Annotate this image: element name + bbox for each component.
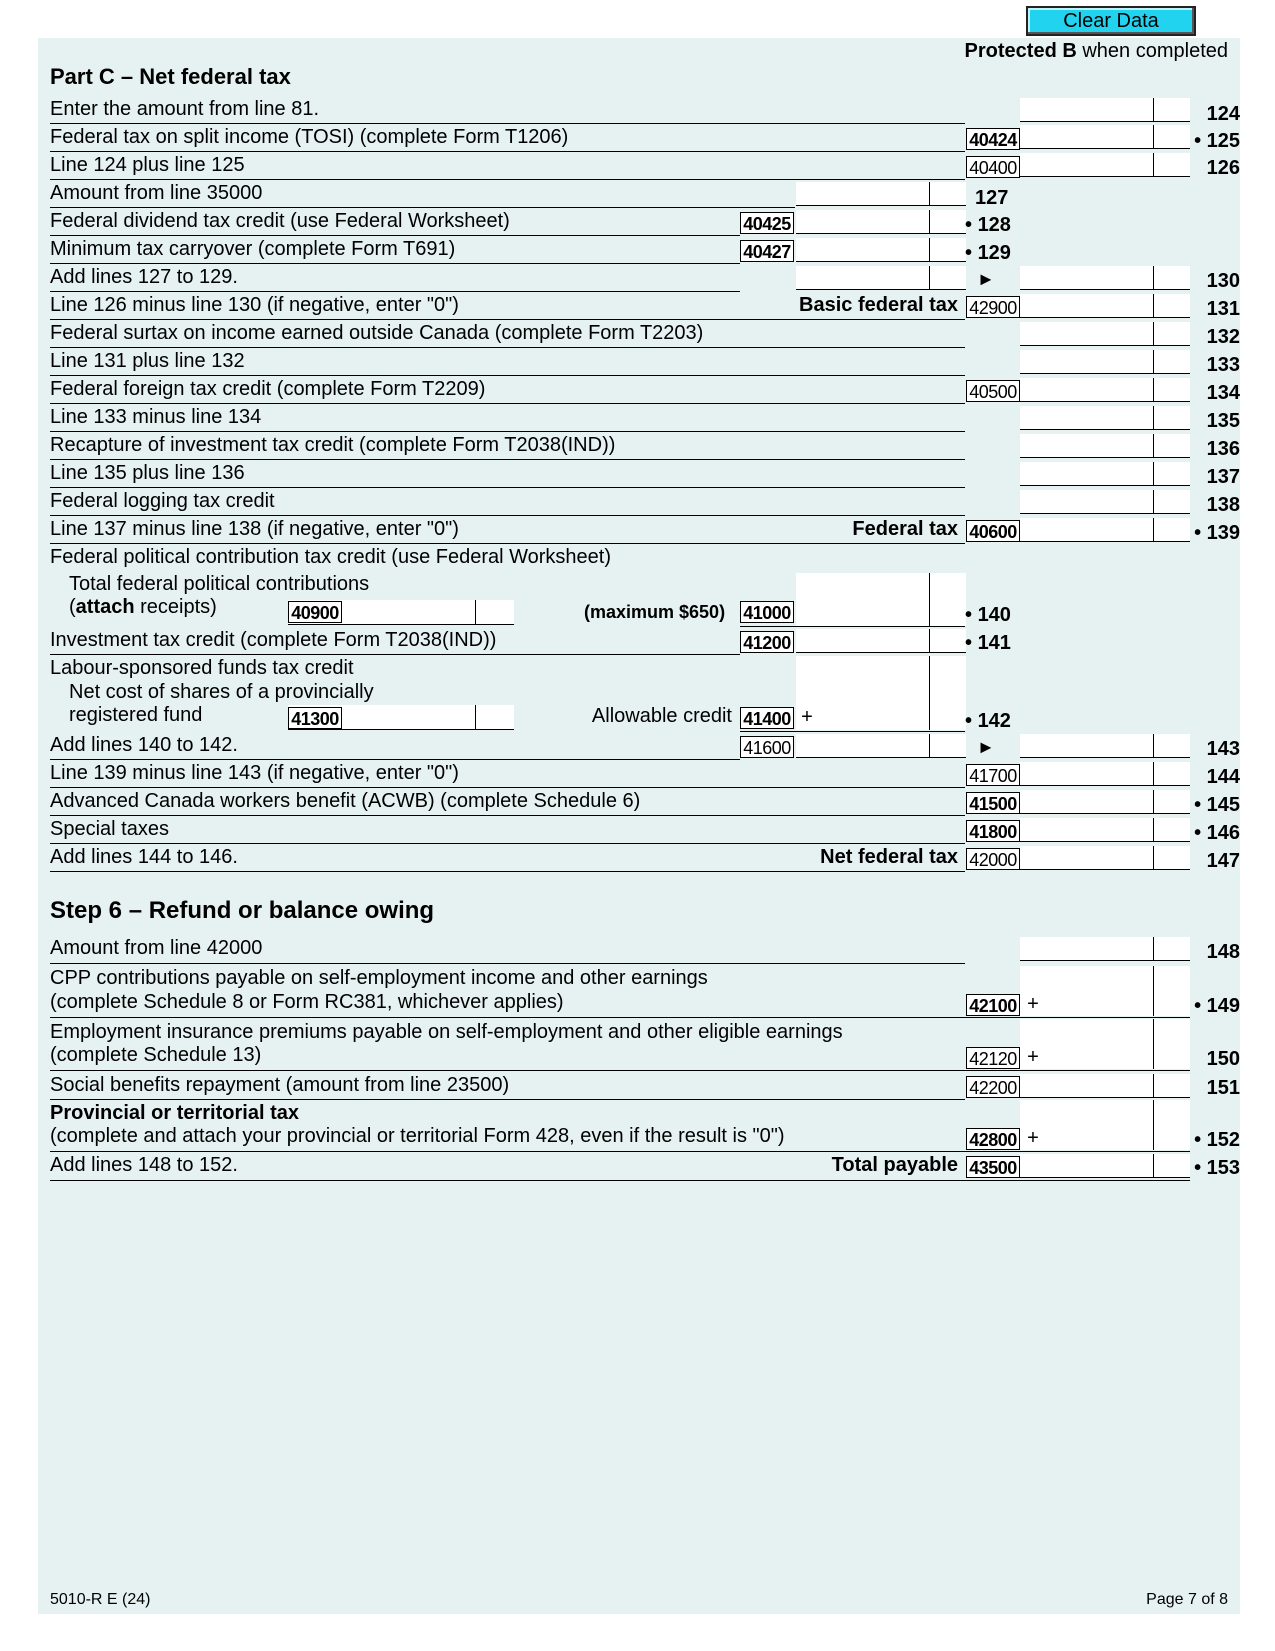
line-136-number: 136: [1206, 438, 1240, 460]
line-143-label: Add lines 140 to 142.: [50, 734, 238, 756]
line-145-label: Advanced Canada workers benefit (ACWB) (complete Schedule 6): [50, 790, 641, 812]
line-149-label2: (complete Schedule 8 or Form RC381, whichever applies): [50, 991, 564, 1013]
line-153-input[interactable]: [1020, 1154, 1190, 1178]
line-127-label: Amount from line 35000: [50, 182, 263, 204]
line-133-label: Line 131 plus line 132: [50, 350, 245, 372]
line-148-label: Amount from line 42000: [50, 937, 263, 959]
line-132-label: Federal surtax on income earned outside Canada (complete Form T2203): [50, 322, 704, 344]
line-138-number: 138: [1206, 494, 1240, 516]
line-135-number: 135: [1206, 410, 1240, 432]
line-150-input[interactable]: [1020, 1019, 1190, 1069]
line-140-label: Federal political contribution tax credit (use Federal Worksheet): [50, 546, 611, 568]
line-152-input[interactable]: [1020, 1100, 1190, 1150]
line-141-code: 41200: [740, 631, 794, 653]
line-141-label: Investment tax credit (complete Form T2038(IND)): [50, 629, 497, 651]
line-152-label1: Provincial or territorial tax: [50, 1102, 299, 1124]
line-151-number: 151: [1206, 1077, 1240, 1099]
line-125-input[interactable]: [1020, 125, 1190, 149]
line-133-input[interactable]: [1020, 350, 1190, 374]
line-152-label2: (complete and attach your provincial or territorial Form 428, even if the result is "0"): [50, 1125, 785, 1147]
line-153-label: Add lines 148 to 152.: [50, 1154, 238, 1176]
line-135-input[interactable]: [1020, 406, 1190, 430]
line-130-number: 130: [1206, 270, 1240, 292]
line-145-number: • 145: [1194, 794, 1240, 817]
net-federal-tax-label: Net federal tax: [820, 846, 958, 868]
line-150-op: +: [1027, 1046, 1039, 1068]
line-131-code: 42900: [966, 296, 1020, 318]
line-134-label: Federal foreign tax credit (complete Form T2209): [50, 378, 486, 400]
line-149-op: +: [1027, 993, 1039, 1015]
line-143-number: 143: [1206, 738, 1240, 760]
line-128-label: Federal dividend tax credit (use Federal Worksheet): [50, 210, 510, 232]
line-134-input[interactable]: [1020, 378, 1190, 402]
line-145-code: 41500: [966, 792, 1020, 814]
line-150-label1: Employment insurance premiums payable on self-employment and other eligible earnings: [50, 1021, 843, 1043]
line-139-input[interactable]: [1020, 518, 1190, 542]
line-124-number: 124: [1206, 103, 1240, 125]
line-129-number: • 129: [965, 242, 1011, 265]
page-number: Page 7 of 8: [1146, 1591, 1228, 1608]
line-149-label1: CPP contributions payable on self-employment income and other earnings: [50, 967, 708, 989]
line-142-label: Labour-sponsored funds tax credit: [50, 657, 354, 679]
line-152-number: • 152: [1194, 1129, 1240, 1152]
line-139-number: • 139: [1194, 522, 1240, 545]
line-130-subtotal[interactable]: [796, 266, 966, 290]
line-150-number: 150: [1206, 1048, 1240, 1070]
line-142-op: +: [801, 706, 813, 728]
line-133-number: 133: [1206, 354, 1240, 376]
line-150-code: 42120: [966, 1047, 1020, 1069]
line-147-label: Add lines 144 to 146.: [50, 846, 238, 868]
line-151-input[interactable]: [1020, 1074, 1190, 1098]
part-c-title: Part C – Net federal tax: [50, 64, 291, 89]
protected-notice: Protected B when completed: [964, 40, 1228, 62]
line-137-input[interactable]: [1020, 462, 1190, 486]
line-151-code: 42200: [966, 1076, 1020, 1098]
line-148-input[interactable]: [1020, 937, 1190, 961]
line-128-input[interactable]: [796, 210, 966, 234]
line-142-code: 41400: [740, 707, 794, 729]
line-141-number: • 141: [965, 632, 1011, 655]
line-126-input[interactable]: [1020, 153, 1190, 177]
line-132-input[interactable]: [1020, 322, 1190, 346]
line-143-subtotal[interactable]: [796, 734, 966, 758]
line-136-label: Recapture of investment tax credit (complete Form T2038(IND)): [50, 434, 616, 456]
line-147-number: 147: [1206, 850, 1240, 872]
line-139-label: Line 137 minus line 138 (if negative, enter "0"): [50, 518, 459, 540]
line-130-input[interactable]: [1020, 266, 1190, 290]
maximum-label: (maximum $650): [584, 602, 726, 622]
line-127-number: 127: [975, 187, 1009, 209]
line-134-code: 40500: [966, 380, 1020, 402]
federal-tax-label: Federal tax: [852, 518, 958, 540]
line-141-input[interactable]: [796, 629, 966, 653]
line-134-number: 134: [1206, 382, 1240, 404]
line-126-number: 126: [1206, 157, 1240, 179]
line-139-code: 40600: [966, 520, 1020, 542]
line-152-op: +: [1027, 1127, 1039, 1149]
line-146-number: • 146: [1194, 822, 1240, 845]
line-131-number: 131: [1206, 298, 1240, 320]
line-129-code: 40427: [740, 240, 794, 262]
line-146-label: Special taxes: [50, 818, 169, 840]
line-144-input[interactable]: [1020, 762, 1190, 786]
arrow-icon: ►: [977, 269, 995, 289]
step-6-title: Step 6 – Refund or balance owing: [50, 897, 435, 924]
line-149-code: 42100: [966, 994, 1020, 1016]
line-136-input[interactable]: [1020, 434, 1190, 458]
total-payable-label: Total payable: [831, 1154, 958, 1176]
line-140-input[interactable]: [796, 573, 966, 626]
line-140-number: • 140: [965, 604, 1011, 627]
line-142-input[interactable]: [796, 656, 966, 730]
line-132-number: 132: [1206, 326, 1240, 348]
arrow-icon: ►: [977, 737, 995, 757]
line-125-code: 40424: [966, 128, 1020, 150]
line-128-code: 40425: [740, 212, 794, 234]
line-143-code: 41600: [740, 736, 794, 758]
line-140-code: 41000: [740, 601, 794, 623]
line-124-input[interactable]: [1020, 98, 1190, 122]
line-127-input[interactable]: [796, 182, 966, 206]
line-143-input[interactable]: [1020, 734, 1190, 758]
line-130-label: Add lines 127 to 129.: [50, 266, 238, 288]
line-138-input[interactable]: [1020, 490, 1190, 514]
line-129-input[interactable]: [796, 238, 966, 262]
line-142-sub2: registered fund: [69, 704, 203, 726]
line-142-number: • 142: [965, 710, 1011, 733]
line-150-label2: (complete Schedule 13): [50, 1044, 262, 1066]
line-149-number: • 149: [1194, 995, 1240, 1018]
line-40900-code: 40900: [288, 601, 342, 623]
line-147-input[interactable]: [1020, 846, 1190, 870]
line-137-label: Line 135 plus line 136: [50, 462, 245, 484]
line-131-input[interactable]: [1020, 294, 1190, 318]
line-140-sub1: Total federal political contributions: [69, 573, 370, 595]
line-126-label: Line 124 plus line 125: [50, 154, 245, 176]
line-149-input[interactable]: [1020, 966, 1190, 1016]
line-153-number: • 153: [1194, 1157, 1240, 1180]
line-148-number: 148: [1206, 941, 1240, 963]
line-146-code: 41800: [966, 820, 1020, 842]
line-144-label: Line 139 minus line 143 (if negative, enter "0"): [50, 762, 459, 784]
form-identifier: 5010-R E (24): [50, 1591, 151, 1608]
line-41300-code: 41300: [288, 707, 342, 729]
line-131-label: Line 126 minus line 130 (if negative, enter "0"): [50, 294, 459, 316]
line-138-label: Federal logging tax credit: [50, 490, 275, 512]
clear-data-button[interactable]: Clear Data: [1026, 6, 1196, 36]
line-146-input[interactable]: [1020, 818, 1190, 842]
line-144-code: 41700: [966, 764, 1020, 786]
line-124-label: Enter the amount from line 81.: [50, 98, 320, 120]
line-145-input[interactable]: [1020, 790, 1190, 814]
line-147-code: 42000: [966, 848, 1020, 870]
line-125-label: Federal tax on split income (TOSI) (complete Form T1206): [50, 126, 569, 148]
basic-federal-tax-label: Basic federal tax: [799, 294, 958, 316]
line-128-number: • 128: [965, 214, 1011, 237]
allowable-credit-label: Allowable credit: [591, 705, 732, 727]
line-135-label: Line 133 minus line 134: [50, 406, 262, 428]
line-125-number: • 125: [1194, 130, 1240, 153]
line-140-sub2: (attach receipts): [69, 596, 217, 618]
line-129-label: Minimum tax carryover (complete Form T691): [50, 238, 456, 260]
line-142-sub1: Net cost of shares of a provincially: [69, 681, 374, 703]
line-144-number: 144: [1206, 766, 1240, 788]
line-137-number: 137: [1206, 466, 1240, 488]
line-126-code: 40400: [966, 156, 1020, 178]
line-152-code: 42800: [966, 1128, 1020, 1150]
line-151-label: Social benefits repayment (amount from line 23500): [50, 1074, 510, 1096]
line-153-code: 43500: [966, 1156, 1020, 1178]
